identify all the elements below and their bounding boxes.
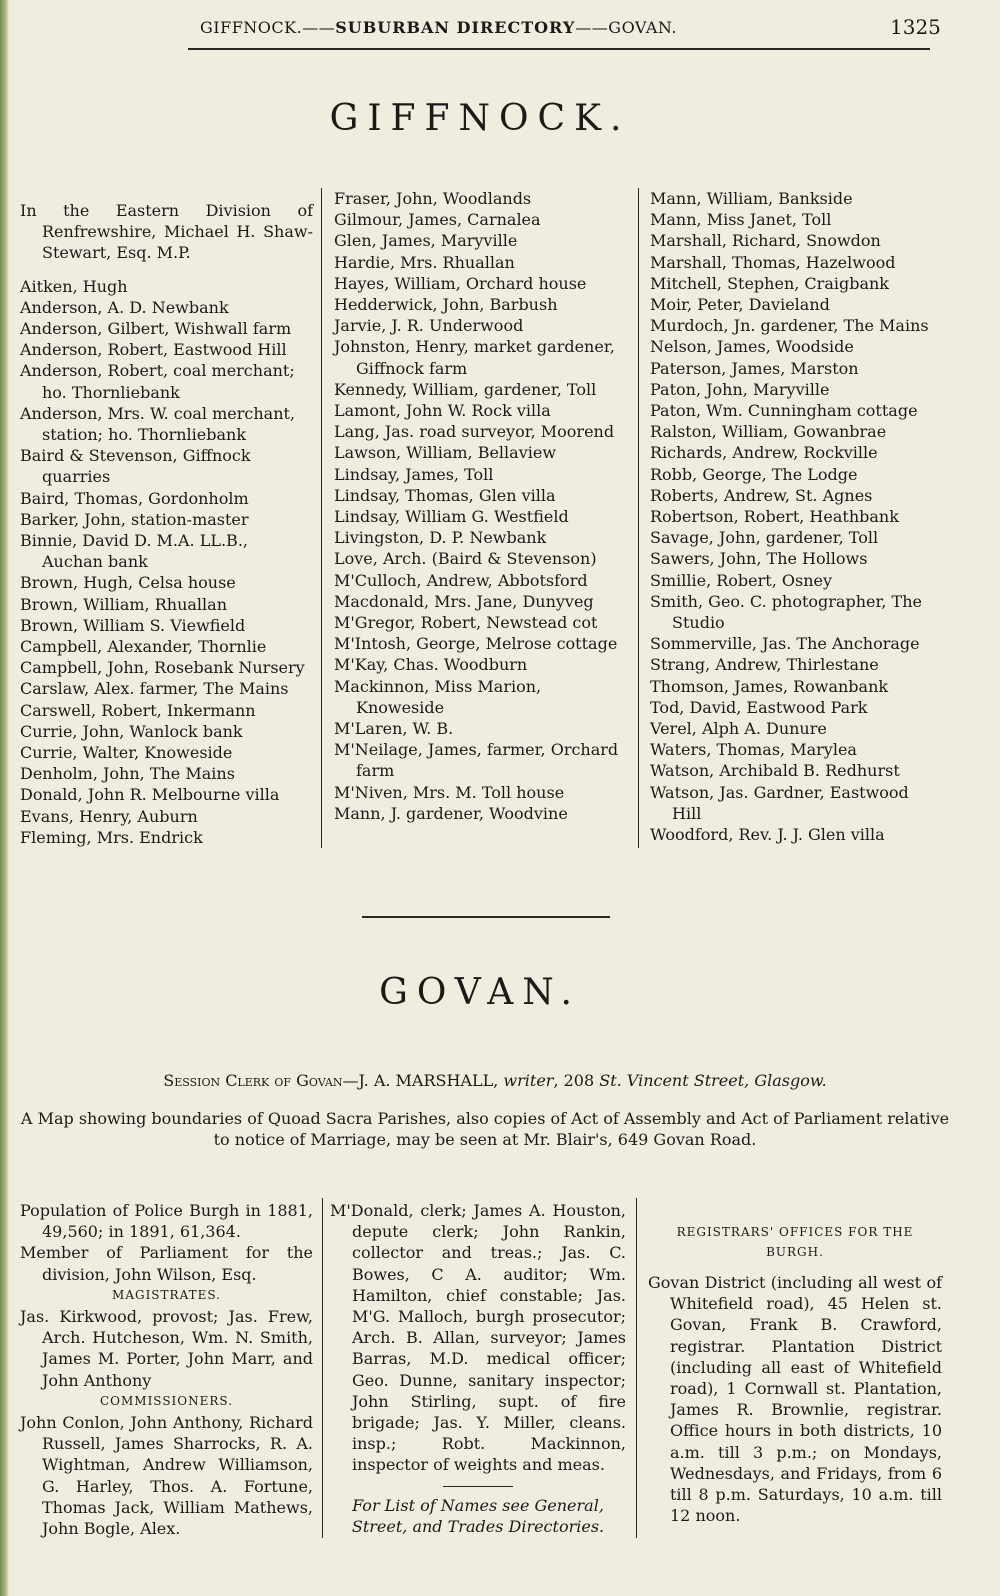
- directory-entry: Mann, Miss Janet, Toll: [650, 210, 832, 230]
- directory-entry: M'Culloch, Andrew, Abbotsford: [334, 570, 588, 590]
- directory-entry: M'Kay, Chas. Woodburn: [334, 655, 528, 675]
- directory-entry: Waters, Thomas, Marylea: [650, 740, 857, 760]
- directory-entry: Verel, Alph A. Dunure: [650, 719, 827, 739]
- directory-entry: Lindsay, William G. Westfield: [334, 507, 569, 527]
- member-entry: Member of Parliament for the division, John Wilson, Esq.: [20, 1243, 313, 1284]
- section-divider-rule: [362, 916, 610, 918]
- directory-entry: Donald, John R. Melbourne villa: [20, 785, 280, 805]
- directory-entry: M'Gregor, Robert, Newstead cot: [334, 613, 598, 633]
- directory-entry: Watson, Archibald B. Redhurst: [650, 761, 900, 781]
- population-entry: Population of Police Burgh in 1881, 49,560; in 1891, 61,364.: [20, 1201, 313, 1242]
- directory-entry: Nelson, James, Woodside: [650, 337, 854, 357]
- directory-entry: Hardie, Mrs. Rhuallan: [334, 252, 515, 272]
- see-also-note: For List of Names see General, Street, and Trades Directories.: [351, 1495, 605, 1536]
- giffnock-column-3: [650, 188, 940, 845]
- column-divider: [638, 188, 639, 848]
- directory-entry: Paterson, James, Marston: [650, 358, 859, 378]
- header-middle: SUBURBAN DIRECTORY: [335, 18, 576, 37]
- directory-entry: Love, Arch. (Baird & Stevenson): [334, 549, 597, 569]
- directory-entry: Lamont, John W. Rock villa: [334, 401, 551, 421]
- directory-entry: Kennedy, William, gardener, Toll: [334, 379, 597, 399]
- directory-entry: Brown, Hugh, Celsa house: [20, 573, 236, 593]
- directory-entry: Fleming, Mrs. Endrick: [20, 827, 203, 847]
- directory-entry: Barker, John, station-master: [20, 509, 249, 529]
- directory-entry: Lindsay, Thomas, Glen villa: [334, 485, 556, 505]
- directory-entry: Paton, Wm. Cunningham cottage: [650, 401, 918, 421]
- directory-entry: Anderson, Mrs. W. coal merchant, station; ho. Thornliebank: [20, 403, 296, 445]
- directory-entry: Lawson, William, Bellaview: [334, 443, 557, 463]
- running-header: [200, 18, 780, 37]
- directory-entry: M'Niven, Mrs. M. Toll house: [334, 782, 565, 802]
- directory-entry: Mann, William, Bankside: [650, 189, 853, 208]
- registrars-heading: REGISTRARS' OFFICES FOR THE BURGH.: [676, 1225, 914, 1259]
- directory-entry: M'Intosh, George, Melrose cottage: [334, 634, 618, 654]
- directory-entry: Strang, Andrew, Thirlestane: [650, 655, 879, 675]
- directory-entry: Tod, David, Eastwood Park: [650, 697, 868, 717]
- commissioners-heading: COMMISSIONERS.: [99, 1393, 234, 1408]
- header-left: GIFFNOCK.: [200, 18, 303, 37]
- directory-entry: Sawers, John, The Hollows: [650, 549, 868, 569]
- directory-entry: Fraser, John, Woodlands: [334, 189, 532, 208]
- directory-entry: Roberts, Andrew, St. Agnes: [650, 485, 873, 505]
- session-clerk-name: J. A. MARSHALL,: [358, 1071, 504, 1090]
- giffnock-title: GIFFNOCK.: [329, 98, 631, 139]
- book-spine: [0, 0, 9, 1596]
- header-dash-1: ——: [302, 18, 336, 37]
- column-divider: [636, 1198, 637, 1538]
- directory-entry: Gilmour, James, Carnalea: [334, 210, 541, 230]
- map-notice: A Map showing boundaries of Quoad Sacra Parishes, also copies of Act of Assembly and Act of Parliament relative to notice of Marriage, may be seen at Mr. Blair's, 649 Govan Road.: [20, 1109, 950, 1149]
- directory-entry: Carswell, Robert, Inkermann: [20, 700, 256, 720]
- header-right: GOVAN.: [608, 18, 677, 37]
- directory-entry: Macdonald, Mrs. Jane, Dunyveg: [334, 591, 594, 611]
- directory-entry: Brown, William S. Viewfield: [20, 615, 246, 635]
- session-clerk-line: [40, 1070, 950, 1091]
- directory-entry: Watson, Jas. Gardner, Eastwood Hill: [650, 782, 909, 823]
- directory-entry: Johnston, Henry, market gardener, Giffnock farm: [334, 337, 615, 378]
- directory-entry: Smith, Geo. C. photographer, The Studio: [650, 591, 922, 633]
- directory-entry: Currie, Walter, Knoweside: [20, 743, 233, 763]
- directory-entry: Mann, J. gardener, Woodvine: [334, 803, 568, 823]
- short-rule: [443, 1486, 513, 1487]
- session-clerk-occupation: writer: [503, 1071, 554, 1090]
- directory-entry: Paton, John, Maryville: [650, 379, 830, 399]
- directory-entry: Robertson, Robert, Heathbank: [650, 507, 899, 527]
- officials-entry: M'Donald, clerk; James A. Houston, depute clerk; John Rankin, collector and treas.; Jas. C. Bowes, C A. auditor; Wm. Hamilton, chief constable; Jas. M'G. Malloch, burgh prosecutor; Arch. B. Allan, surveyor; James Barras, M.D. medical officer; Geo. Dunne, sanitary inspector; John Stirling, supt. of fire brigade; Jas. Y. Miller, cleans. insp.; Robt. Mackinnon, inspector of weights and meas.: [330, 1201, 626, 1475]
- directory-entry: Richards, Andrew, Rockville: [650, 443, 878, 463]
- directory-entry: Ralston, William, Gowanbrae: [650, 422, 887, 442]
- entry-spacer: [20, 264, 313, 276]
- directory-entry: Denholm, John, The Mains: [20, 764, 235, 784]
- directory-entry: Anderson, Robert, coal merchant; ho. Thornliebank: [20, 361, 295, 402]
- header-dash-2: ——: [575, 18, 609, 37]
- directory-entry: Currie, John, Wanlock bank: [20, 721, 243, 741]
- directory-entry: Anderson, Gilbert, Wishwall farm: [20, 319, 292, 339]
- directory-entry: Sommerville, Jas. The Anchorage: [650, 634, 920, 654]
- govan-column-3: [648, 1222, 942, 1526]
- page-number: 1325: [890, 15, 941, 39]
- directory-entry: Marshall, Thomas, Hazelwood: [650, 252, 896, 272]
- directory-entry: Glen, James, Maryville: [334, 231, 518, 251]
- directory-entry: Mitchell, Stephen, Craigbank: [650, 273, 889, 293]
- session-clerk-address: , 208: [553, 1071, 600, 1090]
- commissioners-entry: John Conlon, John Anthony, Richard Russell, James Sharrocks, R. A. Wightman, Andrew Williamson, G. Harley, Thos. A. Fortune, Thomas Jack, William Mathews, John Bogle, Alex.: [20, 1413, 313, 1539]
- directory-entry: Anderson, A. D. Newbank: [20, 297, 229, 317]
- directory-entry: Mackinnon, Miss Marion, Knoweside: [334, 676, 542, 717]
- magistrates-heading: MAGISTRATES.: [112, 1287, 221, 1302]
- header-rule: [188, 48, 930, 50]
- directory-entry: Brown, William, Rhuallan: [20, 594, 227, 614]
- giffnock-column-1: [20, 200, 313, 848]
- directory-entry: Robb, George, The Lodge: [650, 464, 858, 484]
- directory-entry: Campbell, John, Rosebank Nursery: [20, 658, 305, 678]
- directory-entry: Hayes, William, Orchard house: [334, 273, 587, 293]
- directory-entry: Moir, Peter, Davieland: [650, 295, 830, 315]
- directory-entry: Campbell, Alexander, Thornlie: [20, 637, 267, 657]
- directory-entry: Baird, Thomas, Gordonholm: [20, 488, 249, 508]
- directory-entry: Thomson, James, Rowanbank: [650, 676, 889, 696]
- directory-entry: Carslaw, Alex. farmer, The Mains: [20, 679, 289, 699]
- directory-entry: Hedderwick, John, Barbush: [334, 295, 558, 315]
- directory-entry: In the Eastern Division of Renfrewshire, Michael H. Shaw-Stewart, Esq. M.P.: [20, 201, 313, 263]
- directory-entry: M'Laren, W. B.: [334, 719, 454, 739]
- govan-title: GOVAN.: [379, 972, 581, 1013]
- directory-entry: Baird & Stevenson, Giffnock quarries: [20, 446, 251, 487]
- directory-entry: M'Neilage, James, farmer, Orchard farm: [334, 740, 619, 781]
- directory-entry: Marshall, Richard, Snowdon: [650, 231, 881, 251]
- column-divider: [322, 1198, 323, 1538]
- column-divider: [321, 188, 322, 848]
- giffnock-column-2: [334, 188, 627, 824]
- govan-column-1: [20, 1200, 313, 1539]
- session-clerk-label: Session Clerk of Govan: [163, 1071, 343, 1090]
- directory-entry: Smillie, Robert, Osney: [650, 570, 833, 590]
- directory-entry: Savage, John, gardener, Toll: [650, 528, 879, 548]
- directory-entry: Lang, Jas. road surveyor, Moorend: [334, 422, 615, 442]
- directory-entry: Livingston, D. P. Newbank: [334, 528, 547, 548]
- directory-entry: Lindsay, James, Toll: [334, 464, 494, 484]
- directory-entry: Murdoch, Jn. gardener, The Mains: [650, 316, 929, 336]
- session-clerk-street: St. Vincent Street, Glasgow.: [599, 1071, 827, 1090]
- directory-entry: Evans, Henry, Auburn: [20, 806, 198, 826]
- directory-entry: Aitken, Hugh: [20, 276, 128, 296]
- directory-entry: Jarvie, J. R. Underwood: [334, 316, 524, 336]
- directory-entry: Binnie, David D. M.A. LL.B., Auchan bank: [20, 531, 248, 572]
- directory-entry: Woodford, Rev. J. J. Glen villa: [650, 825, 885, 845]
- magistrates-entry: Jas. Kirkwood, provost; Jas. Frew, Arch. Hutcheson, Wm. N. Smith, James M. Porter, John Marr, and John Anthony: [20, 1307, 313, 1390]
- registrars-entry: Govan District (including all west of Whitefield road), 45 Helen st. Govan, Frank B. Crawford, registrar. Plantation District (including all east of Whitefield road), 1 Cornwall st. Plantation, James R. Brownlie, registrar. Office hours in both districts, 10 a.m. till 3 p.m.; on Mondays, Wednesdays, and Fridays, from 6 till 8 p.m. Saturdays, 10 a.m. till 12 noon.: [648, 1273, 942, 1526]
- directory-entry: Anderson, Robert, Eastwood Hill: [20, 340, 287, 360]
- govan-column-2: [330, 1200, 626, 1537]
- session-clerk-dash: —: [342, 1071, 359, 1090]
